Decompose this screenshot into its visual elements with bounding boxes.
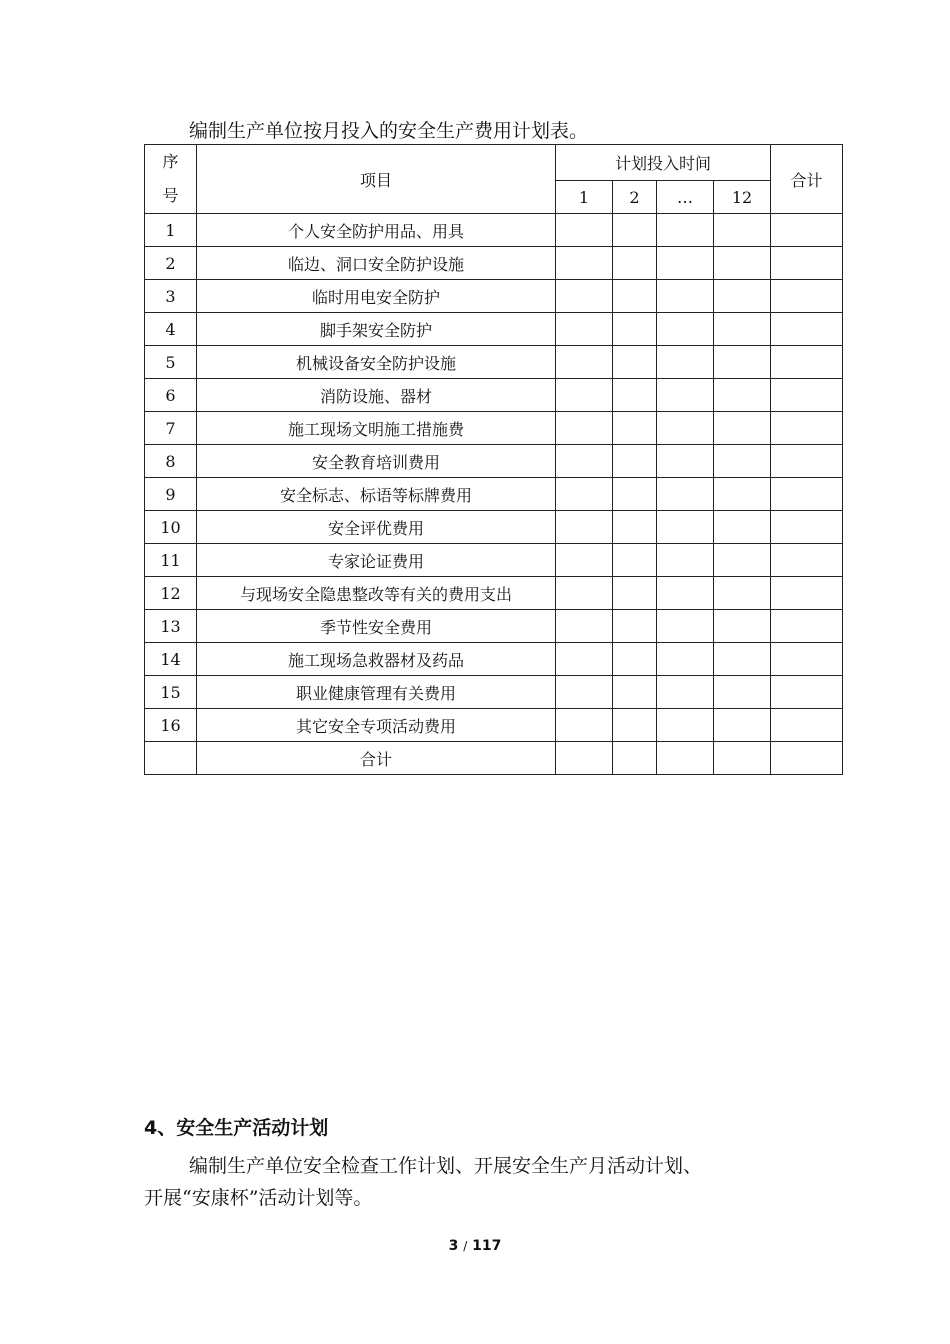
row-seq: 4 <box>145 313 197 346</box>
table-row <box>145 544 843 577</box>
safety-cost-plan-table <box>144 144 843 775</box>
table-row <box>145 511 843 544</box>
row-value-cell <box>771 478 843 511</box>
row-value-cell <box>613 511 657 544</box>
row-value-cell <box>714 247 771 280</box>
row-value-cell <box>613 346 657 379</box>
row-value-cell <box>714 346 771 379</box>
row-item: 职业健康管理有关费用 <box>197 676 556 709</box>
row-seq: 5 <box>145 346 197 379</box>
row-value-cell <box>657 676 714 709</box>
row-value-cell <box>657 313 714 346</box>
row-value-cell <box>613 478 657 511</box>
row-value-cell <box>556 313 613 346</box>
header-month: 2 <box>613 181 657 214</box>
row-item: 季节性安全费用 <box>197 610 556 643</box>
total-value-cell <box>714 742 771 775</box>
table-row <box>145 313 843 346</box>
row-value-cell <box>613 412 657 445</box>
section-body <box>144 1150 844 1214</box>
page-separator: / <box>463 1239 468 1253</box>
row-value-cell <box>556 412 613 445</box>
row-value-cell <box>657 412 714 445</box>
row-seq: 15 <box>145 676 197 709</box>
row-value-cell <box>771 544 843 577</box>
section-body-line-1: 编制生产单位安全检查工作计划、开展安全生产月活动计划、 <box>189 1155 703 1177</box>
table-row <box>145 412 843 445</box>
row-seq: 7 <box>145 412 197 445</box>
row-value-cell <box>714 445 771 478</box>
row-value-cell <box>657 445 714 478</box>
row-value-cell <box>613 676 657 709</box>
row-item: 专家论证费用 <box>197 544 556 577</box>
row-value-cell <box>613 544 657 577</box>
header-item: 项目 <box>197 145 556 214</box>
row-item: 安全评优费用 <box>197 511 556 544</box>
row-value-cell <box>714 643 771 676</box>
row-value-cell <box>613 379 657 412</box>
row-value-cell <box>714 412 771 445</box>
row-value-cell <box>771 577 843 610</box>
table-row <box>145 577 843 610</box>
row-seq: 14 <box>145 643 197 676</box>
row-value-cell <box>771 412 843 445</box>
row-item: 其它安全专项活动费用 <box>197 709 556 742</box>
row-value-cell <box>771 511 843 544</box>
table-row <box>145 643 843 676</box>
row-item: 与现场安全隐患整改等有关的费用支出 <box>197 577 556 610</box>
row-item: 个人安全防护用品、用具 <box>197 214 556 247</box>
row-value-cell <box>771 379 843 412</box>
row-value-cell <box>771 214 843 247</box>
total-value-cell <box>556 742 613 775</box>
row-seq: 11 <box>145 544 197 577</box>
row-value-cell <box>556 709 613 742</box>
table-row <box>145 610 843 643</box>
table-row <box>145 445 843 478</box>
row-value-cell <box>657 214 714 247</box>
table-row <box>145 478 843 511</box>
row-seq: 3 <box>145 280 197 313</box>
total-row-label: 合计 <box>197 742 556 775</box>
row-seq: 6 <box>145 379 197 412</box>
row-value-cell <box>556 214 613 247</box>
table-row <box>145 247 843 280</box>
row-value-cell <box>657 247 714 280</box>
row-value-cell <box>657 379 714 412</box>
row-value-cell <box>613 214 657 247</box>
row-value-cell <box>657 643 714 676</box>
page-number <box>0 1236 950 1256</box>
row-value-cell <box>714 379 771 412</box>
total-value-cell <box>771 742 843 775</box>
table-row <box>145 676 843 709</box>
row-item: 临边、洞口安全防护设施 <box>197 247 556 280</box>
row-value-cell <box>556 478 613 511</box>
row-value-cell <box>613 280 657 313</box>
table-body <box>145 145 843 775</box>
row-seq: 12 <box>145 577 197 610</box>
row-value-cell <box>556 247 613 280</box>
row-value-cell <box>771 247 843 280</box>
row-value-cell <box>556 280 613 313</box>
row-value-cell <box>657 511 714 544</box>
header-month: … <box>657 181 714 214</box>
row-value-cell <box>771 346 843 379</box>
header-seq-top: 序 <box>162 152 179 171</box>
row-value-cell <box>771 610 843 643</box>
row-value-cell <box>771 676 843 709</box>
row-item: 临时用电安全防护 <box>197 280 556 313</box>
page-total: 117 <box>472 1238 502 1254</box>
table-row <box>145 280 843 313</box>
row-value-cell <box>714 280 771 313</box>
row-item: 施工现场文明施工措施费 <box>197 412 556 445</box>
row-item: 安全标志、标语等标牌费用 <box>197 478 556 511</box>
section-body-line-2: 开展“安康杯”活动计划等。 <box>144 1187 373 1209</box>
row-item: 消防设施、器材 <box>197 379 556 412</box>
row-value-cell <box>556 577 613 610</box>
row-value-cell <box>613 313 657 346</box>
row-value-cell <box>771 709 843 742</box>
header-seq-bottom: 号 <box>162 186 179 205</box>
row-value-cell <box>657 610 714 643</box>
header-month: 1 <box>556 181 613 214</box>
row-value-cell <box>657 346 714 379</box>
row-value-cell <box>657 544 714 577</box>
header-total: 合计 <box>771 145 843 214</box>
row-value-cell <box>556 379 613 412</box>
row-value-cell <box>556 544 613 577</box>
table-row <box>145 379 843 412</box>
table-row <box>145 709 843 742</box>
row-value-cell <box>714 544 771 577</box>
row-value-cell <box>657 478 714 511</box>
row-value-cell <box>714 610 771 643</box>
row-value-cell <box>613 709 657 742</box>
row-seq: 2 <box>145 247 197 280</box>
row-value-cell <box>714 676 771 709</box>
header-seq <box>145 145 197 214</box>
header-planned-time: 计划投入时间 <box>556 145 771 181</box>
row-value-cell <box>556 346 613 379</box>
row-value-cell <box>771 313 843 346</box>
row-value-cell <box>613 610 657 643</box>
table-row <box>145 346 843 379</box>
row-seq: 16 <box>145 709 197 742</box>
page-current: 3 <box>448 1238 459 1254</box>
header-month: 12 <box>714 181 771 214</box>
row-value-cell <box>771 445 843 478</box>
row-value-cell <box>714 214 771 247</box>
row-value-cell <box>556 610 613 643</box>
row-item: 安全教育培训费用 <box>197 445 556 478</box>
row-value-cell <box>613 643 657 676</box>
row-value-cell <box>714 709 771 742</box>
row-value-cell <box>613 445 657 478</box>
total-row <box>145 742 843 775</box>
row-value-cell <box>613 577 657 610</box>
total-value-cell <box>657 742 714 775</box>
total-value-cell <box>613 742 657 775</box>
row-value-cell <box>714 577 771 610</box>
row-seq: 8 <box>145 445 197 478</box>
row-seq: 10 <box>145 511 197 544</box>
row-value-cell <box>657 577 714 610</box>
header-row-1 <box>145 145 843 181</box>
row-value-cell <box>556 445 613 478</box>
intro-text: 编制生产单位按月投入的安全生产费用计划表。 <box>189 120 589 142</box>
row-value-cell <box>714 511 771 544</box>
row-value-cell <box>657 280 714 313</box>
row-value-cell <box>556 676 613 709</box>
row-item: 施工现场急救器材及药品 <box>197 643 556 676</box>
row-value-cell <box>714 478 771 511</box>
row-seq: 13 <box>145 610 197 643</box>
row-value-cell <box>771 643 843 676</box>
row-value-cell <box>613 247 657 280</box>
total-seq-cell <box>145 742 197 775</box>
row-value-cell <box>657 709 714 742</box>
section-heading: 4、安全生产活动计划 <box>144 1117 329 1139</box>
row-value-cell <box>556 511 613 544</box>
table-row <box>145 214 843 247</box>
row-item: 脚手架安全防护 <box>197 313 556 346</box>
row-seq: 9 <box>145 478 197 511</box>
row-value-cell <box>771 280 843 313</box>
row-value-cell <box>714 313 771 346</box>
row-seq: 1 <box>145 214 197 247</box>
row-value-cell <box>556 643 613 676</box>
row-item: 机械设备安全防护设施 <box>197 346 556 379</box>
